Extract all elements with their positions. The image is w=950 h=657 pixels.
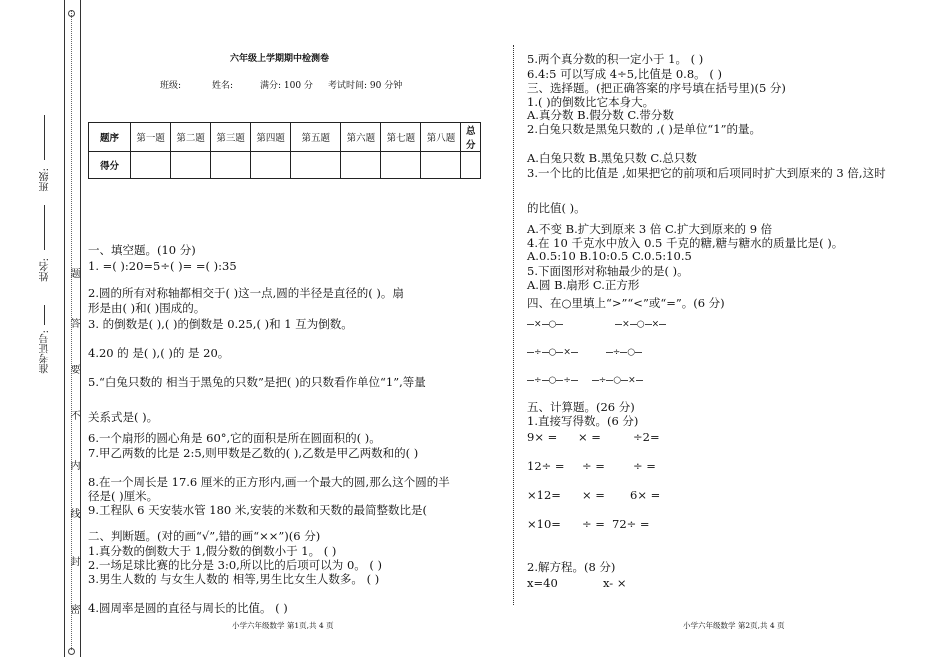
- seal-char: 要: [68, 364, 79, 374]
- fraction: [556, 318, 563, 330]
- fill-q2a: 2.圆的所有对称轴都相交于( )这一点,圆的半径是直径的( )。扇: [88, 286, 404, 300]
- calc-item: ÷2=: [633, 430, 660, 444]
- fraction: [606, 346, 613, 358]
- score-cell[interactable]: [131, 152, 171, 179]
- compare-row: ÷ ○ × ÷ ○: [527, 346, 642, 358]
- fraction: [542, 318, 549, 330]
- compare-row: × ○ × ○ ×: [527, 318, 666, 330]
- section-1-title: 一、填空题。(10 分): [88, 243, 196, 257]
- judge-q1: 1.真分数的倒数大于 1,假分数的倒数小于 1。 ( ): [88, 544, 337, 558]
- fraction: [571, 374, 578, 386]
- fill-q9: 9.工程队 6 天安装水管 180 米,安装的米数和天数的最简整数比是(: [88, 503, 427, 517]
- score-label: 得分: [89, 152, 131, 179]
- calc-item: 9× =: [527, 430, 558, 444]
- seal-char: 答: [68, 318, 79, 328]
- fraction: [645, 318, 652, 330]
- section-3-title: 三、选择题。(把正确答案的序号填在括号里)(5 分): [527, 81, 786, 95]
- calc-item: ×12=: [527, 488, 561, 502]
- seal-char: 不: [68, 410, 79, 420]
- fraction: [659, 318, 666, 330]
- table-header: 第七题: [381, 123, 421, 152]
- choice-q4-options: A.0.5:10 B.10:0.5 C.0.5:10.5: [527, 249, 692, 263]
- score-cell[interactable]: [381, 152, 421, 179]
- choice-q3: 3.一个比的比值是 ,如果把它的前项和后项同时扩大到原来的 3 倍,这时: [527, 166, 886, 180]
- calc-1-title: 1.直接写得数。(6 分): [527, 414, 639, 428]
- section-4-title: 四、在○里填上“>”“<”或“=”。(6 分): [527, 296, 725, 310]
- fraction: [527, 346, 534, 358]
- choice-q5-options: A.圆 B.扇形 C.正方形: [527, 278, 640, 292]
- calc-item: 72÷ =: [612, 517, 650, 531]
- page-footer-right: 小学六年级数学 第2页,共 4 页: [683, 621, 785, 630]
- meta-class: 班级:: [160, 81, 182, 91]
- choice-q2-options: A.白兔只数 B.黑兔只数 C.总只数: [527, 151, 697, 165]
- class-label: 班级:: [40, 168, 51, 192]
- table-header: 第二题: [171, 123, 211, 152]
- judge-q2: 2.一场足球比赛的比分是 3:0,所以比的后项可以为 0。 ( ): [88, 558, 383, 572]
- fill-q8b: 径是( )厘米。: [88, 489, 159, 503]
- seal-char: 封: [68, 556, 79, 566]
- judge-q3: 3.男生人数的 与女生人数的 相等,男生比女生人数多。 ( ): [88, 572, 380, 586]
- fraction: [556, 374, 563, 386]
- table-header: 第四题: [251, 123, 291, 152]
- fraction: [615, 318, 622, 330]
- choice-q3b: 的比值( )。: [527, 201, 586, 215]
- judge-q5: 5.两个真分数的积一定小于 1。 ( ): [527, 52, 704, 66]
- fraction: [636, 374, 643, 386]
- choice-q2: 2.白兔只数是黑兔只数的 ,( )是单位“1”的量。: [527, 122, 761, 136]
- name-label: 姓名:: [40, 258, 51, 282]
- page-footer-left: 小学六年级数学 第1页,共 4 页: [232, 621, 334, 630]
- equation-1: x=40: [527, 576, 558, 590]
- binding-hole: [68, 10, 75, 17]
- fraction: [592, 374, 599, 386]
- fraction: [620, 346, 627, 358]
- score-cell[interactable]: [251, 152, 291, 179]
- section-5-title: 五、计算题。(26 分): [527, 400, 635, 414]
- calc-2-title: 2.解方程。(8 分): [527, 560, 616, 574]
- score-cell[interactable]: [171, 152, 211, 179]
- fill-q2b: 形是由( )和( )围成的。: [88, 301, 206, 315]
- calc-item: ×10=: [527, 517, 561, 531]
- choice-q4: 4.在 10 千克水中放入 0.5 千克的糖,糖与糖水的质量比是( )。: [527, 236, 844, 250]
- page-title: 六年级上学期期中检测卷: [230, 54, 330, 64]
- fraction: [571, 346, 578, 358]
- table-header: 第八题: [421, 123, 461, 152]
- fraction: [556, 346, 563, 358]
- calc-item: 6× =: [630, 488, 661, 502]
- table-header: 第一题: [131, 123, 171, 152]
- choice-q5: 5.下面图形对称轴最少的是( )。: [527, 264, 689, 278]
- fill-q3: 3. 的倒数是( ),( )的倒数是 0.25,( )和 1 互为倒数。: [88, 317, 353, 331]
- seal-char: 线: [68, 508, 79, 518]
- meta-full-score: 满分: 100 分: [260, 81, 313, 91]
- fraction: [630, 318, 637, 330]
- calc-item: × =: [578, 430, 601, 444]
- exam-id-blank: [44, 305, 45, 325]
- fill-q8a: 8.在一个周长是 17.6 厘米的正方形内,画一个最大的圆,那么这个圆的半: [88, 475, 450, 489]
- fill-q6: 6.一个扇形的圆心角是 60°,它的面积是所在圆面积的( )。: [88, 431, 381, 445]
- fill-q1: 1. =( ):20=5÷( )= =( ):35: [88, 259, 237, 273]
- table-header: 第六题: [341, 123, 381, 152]
- fill-q5b: 关系式是( )。: [88, 410, 159, 424]
- name-blank: [44, 205, 45, 250]
- score-table: [88, 122, 481, 179]
- meta-time: 考试时间: 90 分钟: [328, 81, 403, 91]
- calc-item: ÷ =: [582, 459, 605, 473]
- binding-dotted-line: [71, 10, 72, 650]
- calc-item: ÷ =: [582, 517, 605, 531]
- calc-item: × =: [582, 488, 605, 502]
- section-2-title: 二、判断题。(对的画“√”,错的画“××”)(6 分): [88, 529, 321, 543]
- binding-border-left: [64, 0, 65, 657]
- calc-item: ÷ =: [633, 459, 656, 473]
- table-header: 题序: [89, 123, 131, 152]
- judge-q6: 6.4:5 可以写成 4÷5,比值是 0.8。 ( ): [527, 67, 722, 81]
- score-cell[interactable]: [341, 152, 381, 179]
- fraction: [635, 346, 642, 358]
- seal-char: 内: [68, 460, 79, 470]
- fraction: [527, 374, 534, 386]
- fraction: [527, 318, 534, 330]
- fraction: [621, 374, 628, 386]
- fraction: [542, 346, 549, 358]
- compare-row: ÷ ○ ÷ ÷ ○ ×: [527, 374, 643, 386]
- fill-q4: 4.20 的 是( ),( )的 是 20。: [88, 346, 230, 360]
- score-cell[interactable]: [291, 152, 341, 179]
- meta-name: 姓名:: [212, 81, 234, 91]
- table-header: 总分: [461, 123, 481, 152]
- seal-char: 密: [68, 604, 79, 614]
- choice-q1: 1.( )的倒数比它本身大。: [527, 95, 655, 109]
- binding-hole: [68, 648, 75, 655]
- equation-2: x- ×: [603, 576, 627, 590]
- class-blank: [44, 115, 45, 160]
- seal-char: 题: [68, 268, 79, 278]
- judge-q4: 4.圆周率是圆的直径与周长的比值。 ( ): [88, 601, 288, 615]
- table-header: 第三题: [211, 123, 251, 152]
- fill-q7: 7.甲乙两数的比是 2:5,则甲数是乙数的( ),乙数是甲乙两数和的( ): [88, 446, 419, 460]
- page-divider: [513, 45, 514, 605]
- choice-q3-options: A.不变 B.扩大到原来 3 倍 C.扩大到原来的 9 倍: [527, 222, 773, 236]
- choice-q1-options: A.真分数 B.假分数 C.带分数: [527, 108, 674, 122]
- fraction: [542, 374, 549, 386]
- exam-id-label: 准考证号:: [40, 330, 51, 374]
- calc-item: 12÷ =: [527, 459, 565, 473]
- score-cell[interactable]: [461, 152, 481, 179]
- score-cell[interactable]: [211, 152, 251, 179]
- table-header: 第五题: [291, 123, 341, 152]
- fraction: [606, 374, 613, 386]
- score-cell[interactable]: [421, 152, 461, 179]
- fill-q5a: 5.“白兔只数的 相当于黑兔的只数”是把( )的只数看作单位“1”,等量: [88, 375, 426, 389]
